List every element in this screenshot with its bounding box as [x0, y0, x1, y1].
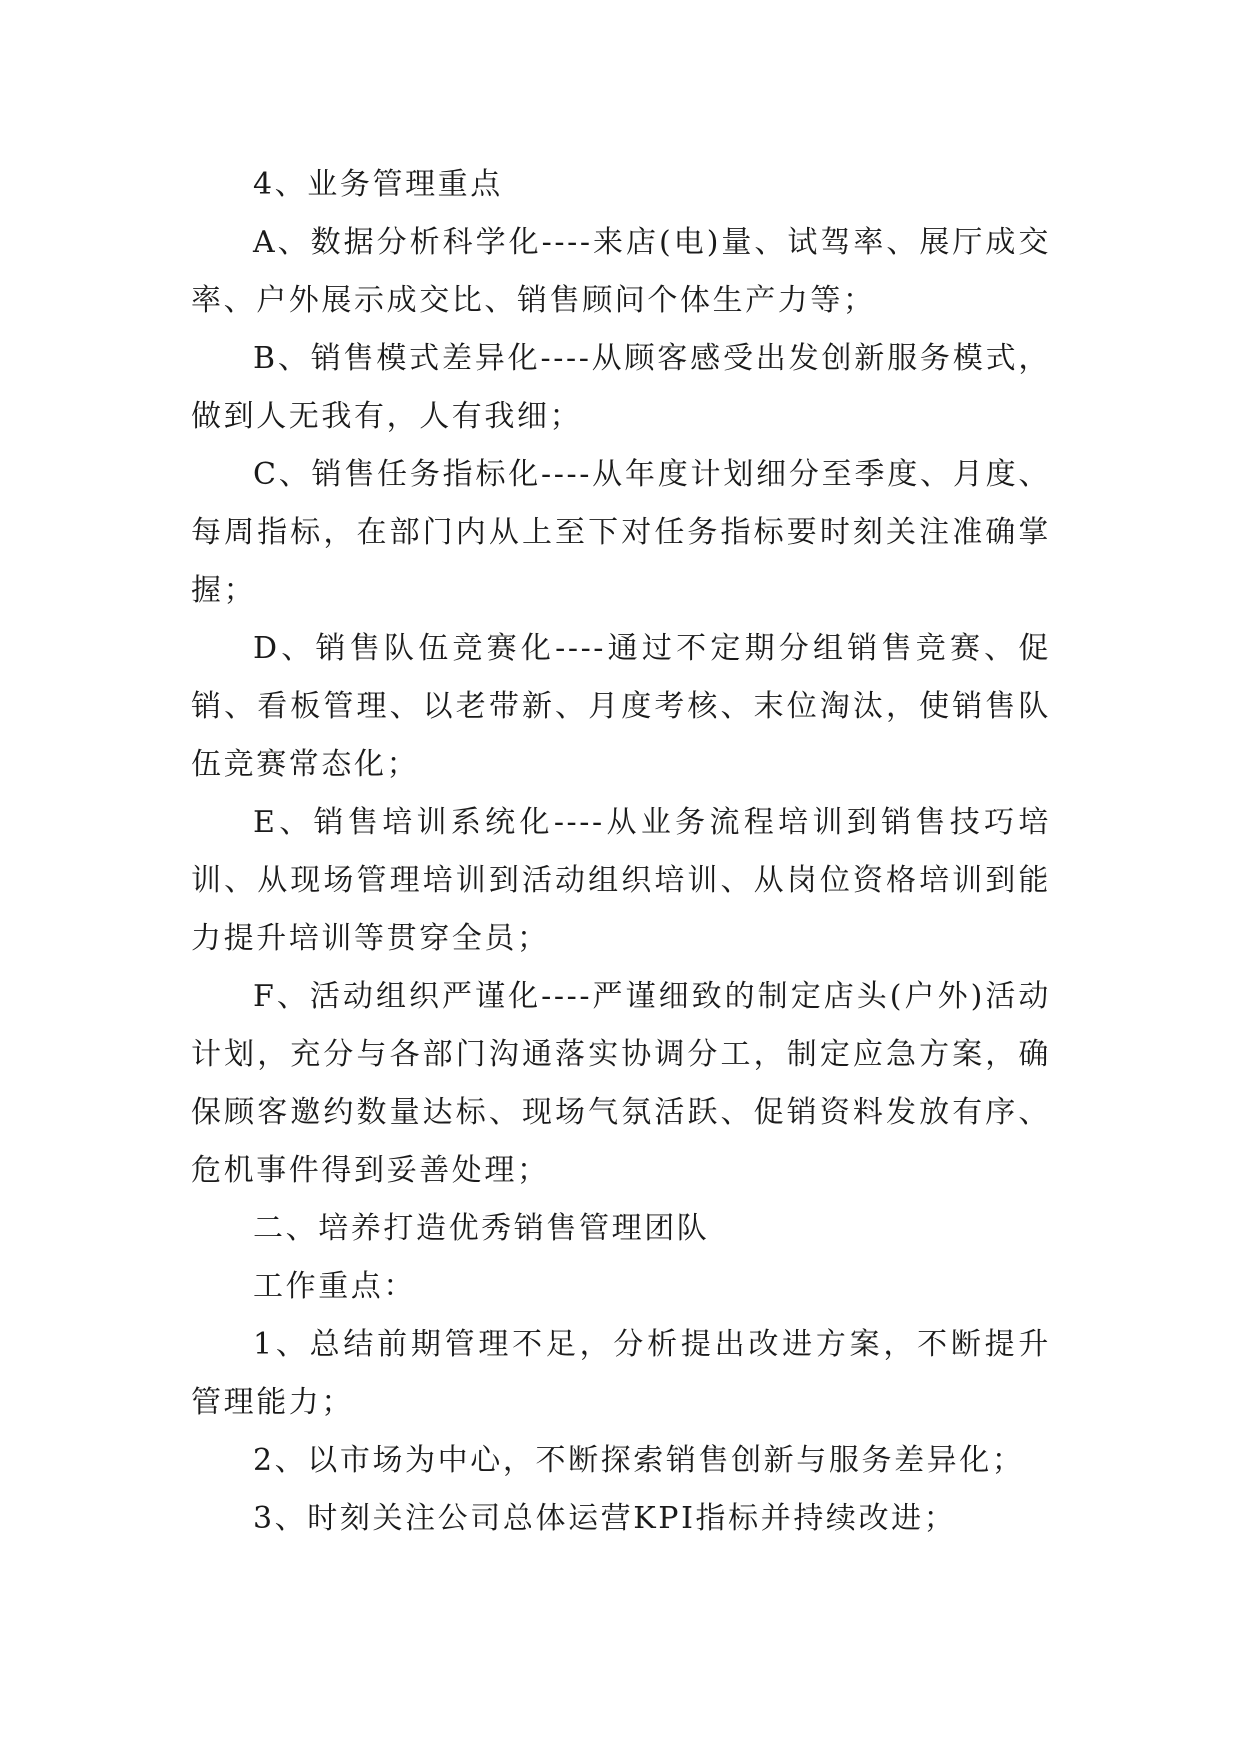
paragraph-sales-competition: D、销售队伍竞赛化----通过不定期分组销售竞赛、促销、看板管理、以老带新、月度考核、末位淘汰，使销售队伍竞赛常态化；	[191, 631, 1051, 782]
paragraph-event-organization: F、活动组织严谨化----严谨细致的制定店头(户外)活动计划，充分与各部门沟通落实协调分工，制定应急方案，确保顾客邀约数量达标、现场气氛活跃、促销资料发放有序、危机事件得到妥善处理；	[191, 979, 1051, 1188]
list-item-3: 3、时刻关注公司总体运营KPI指标并持续改进；	[253, 1501, 957, 1536]
paragraph-sales-mode: B、销售模式差异化----从顾客感受出发创新服务模式，做到人无我有，人有我细；	[191, 341, 1051, 434]
subheading-work-focus: 工作重点：	[253, 1269, 416, 1304]
section-heading-management-team: 二、培养打造优秀销售管理团队	[253, 1211, 710, 1246]
paragraph-sales-targets: C、销售任务指标化----从年度计划细分至季度、月度、每周指标，在部门内从上至下对任务指标要时刻关注准确掌握；	[191, 457, 1051, 608]
paragraph-sales-training: E、销售培训系统化----从业务流程培训到销售技巧培训、从现场管理培训到活动组织培训、从岗位资格培训到能力提升培训等贯穿全员；	[191, 805, 1051, 956]
paragraph-data-analysis: A、数据分析科学化----来店(电)量、试驾率、展厅成交率、户外展示成交比、销售顾问个体生产力等；	[191, 225, 1051, 318]
list-item-2: 2、以市场为中心，不断探索销售创新与服务差异化；	[253, 1443, 1025, 1478]
section-heading-business-focus: 4、业务管理重点	[253, 167, 503, 202]
list-item-1: 1、总结前期管理不足，分析提出改进方案，不断提升管理能力；	[191, 1327, 1051, 1420]
document-body	[191, 156, 1051, 1548]
